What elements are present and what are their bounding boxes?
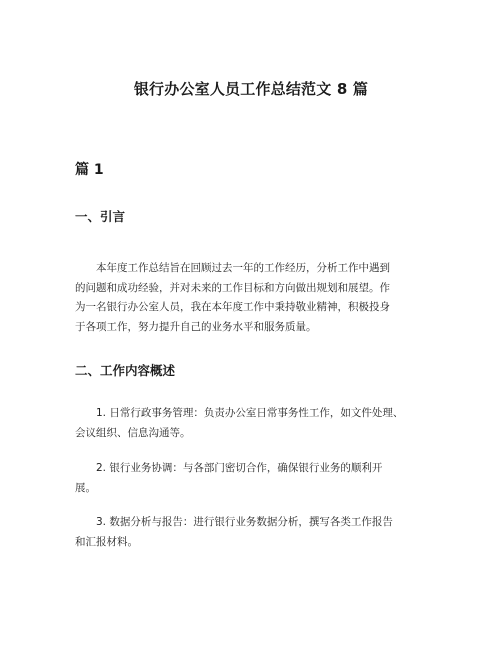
paragraph-line: 3. 数据分析与报告：进行银行业务数据分析，撰写各类工作报告 [96, 516, 393, 528]
work-item-3 [75, 513, 445, 552]
paragraph-line: 于各项工作，努力提升自己的业务水平和服务质量。 [75, 320, 317, 333]
work-item-1 [75, 404, 445, 443]
paragraph-line: 展。 [75, 481, 96, 494]
paragraph-line: 和汇报材料。 [75, 535, 138, 548]
section-heading-introduction: 一、引言 [75, 209, 126, 224]
paragraph-line: 本年度工作总结旨在回顾过去一年的工作经历，分析工作中遇到 [96, 262, 390, 274]
part-heading: 篇 1 [75, 162, 104, 178]
document-title: 银行办公室人员工作总结范文 8 篇 [133, 80, 369, 98]
paragraph-line: 2. 银行业务协调：与各部门密切合作，确保银行业务的顺利开 [96, 462, 383, 474]
paragraph-line: 1. 日常行政事务管理：负责办公室日常事务性工作，如文件处理、 [96, 407, 404, 419]
paragraph-line: 的问题和成功经验，并对未来的工作目标和方向做出规划和展望。作 [75, 281, 390, 294]
work-item-2 [75, 459, 445, 498]
intro-paragraph [75, 259, 445, 337]
paragraph-line: 为一名银行办公室人员，我在本年度工作中秉持敬业精神，积极投身 [75, 301, 390, 313]
paragraph-line: 会议组织、信息沟通等。 [75, 426, 191, 439]
section-heading-work-overview: 二、工作内容概述 [75, 363, 176, 378]
